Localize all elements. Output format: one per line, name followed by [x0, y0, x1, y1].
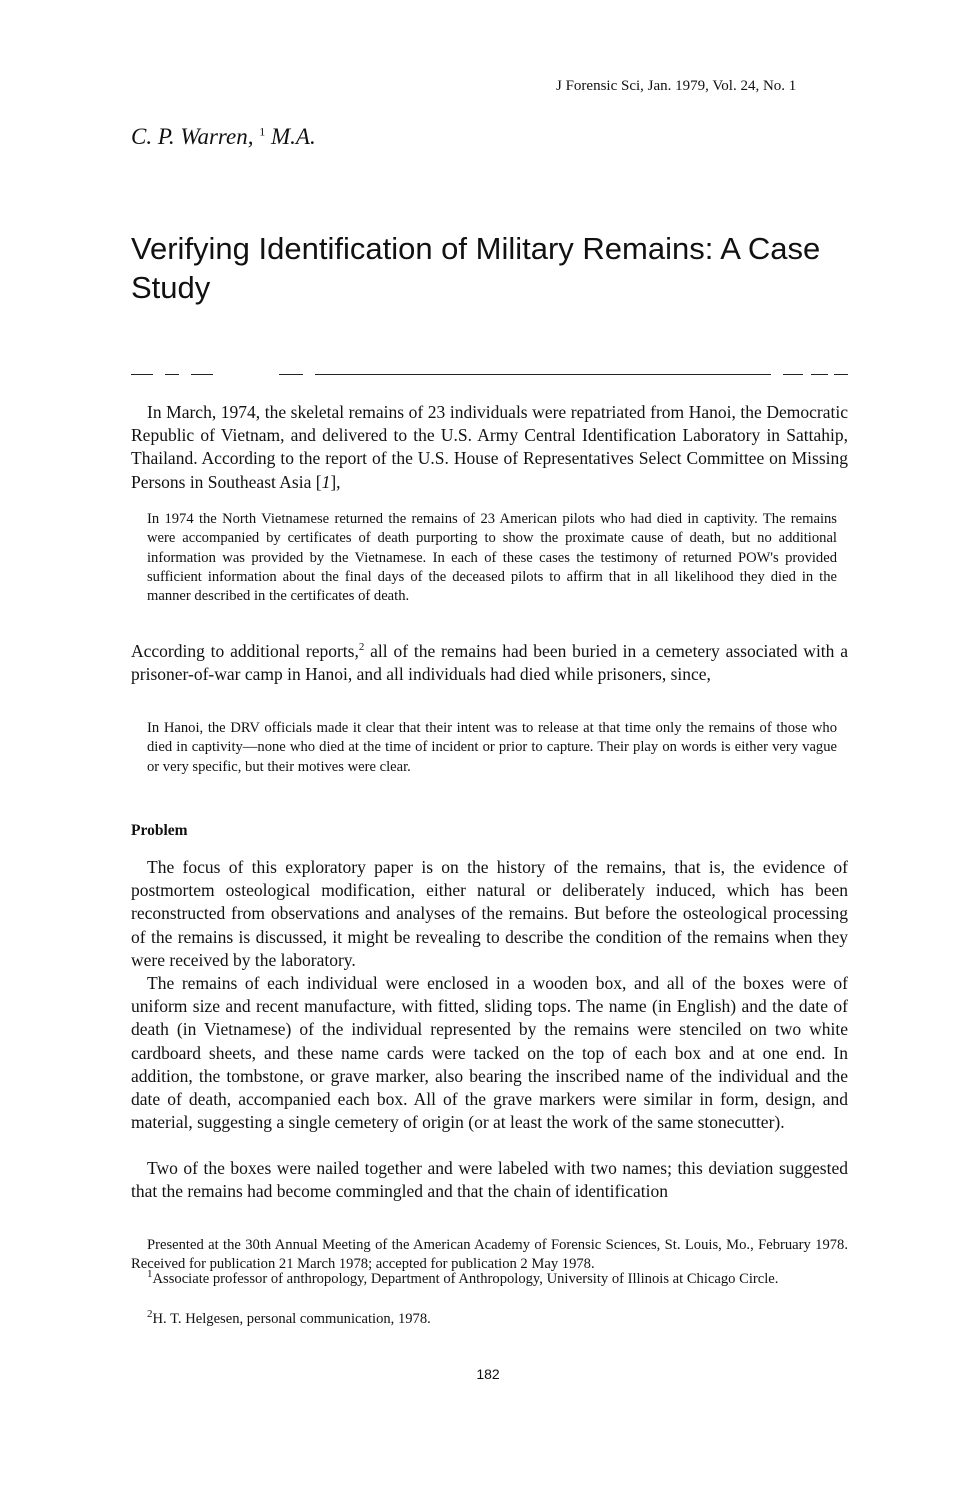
author-degree: M.A. — [270, 124, 316, 149]
footnote-2-mark: 2 — [147, 1308, 153, 1321]
footnote-2 — [131, 1310, 848, 1329]
section-heading: Problem — [131, 822, 188, 839]
paragraph-2 — [131, 640, 848, 686]
citation-ref: 1 — [321, 471, 331, 492]
footnote-1 — [131, 1270, 848, 1289]
intro-text-end: ], — [330, 471, 341, 492]
journal-reference: J Forensic Sci, Jan. 1979, Vol. 24, No. 1 — [556, 78, 797, 94]
paper-title: Verifying Identification of Military Remains: A Case Study — [131, 231, 821, 305]
block-quote-1: In 1974 the North Vietnamese returned the remains of 23 American pilots who had died in captivity. The remains were accompanied by certificates of death purporting to show the proximate cause of death, but no additional information was provided by the Vietnamese. In each of these cases the testimony of returned POW's provided sufficient information about the final days of the deceased pilots to affirm that in all likelihood they died in the manner described in the certificates of death. — [147, 511, 837, 605]
author-name: C. P. Warren, — [131, 124, 254, 149]
footnote-presented: Presented at the 30th Annual Meeting of the American Academy of Forensic Sciences, St. Louis, Mo., February 1978. Received for publication 21 March 1978; accepted for publication 2 May 1978. — [131, 1237, 848, 1272]
author-footnote-mark: 1 — [259, 124, 266, 139]
intro-text: In March, 1974, the skeletal remains of 23 individuals were repatriated from Hanoi, the Democratic Republic of Vietnam, and delivered to the U.S. Army Central Identification Laboratory in Sattahip, Thailand. According to the report of the U.S. House of Representatives Select Committee on Missing Persons in Southeast Asia [ — [131, 402, 848, 492]
footnote-1-mark: 1 — [147, 1268, 153, 1281]
footnote-2-text: H. T. Helgesen, personal communication, 1978. — [152, 1311, 431, 1327]
block-quote-2: In Hanoi, the DRV officials made it clear that their intent was to release at that time only the remains of those who died in captivity—none who died at the time of incident or prior to capture. Their play on words is either very vague or very specific, but their motives were clear. — [147, 720, 837, 775]
author-line — [131, 124, 316, 150]
footnote-mark-2: 2 — [358, 641, 365, 654]
paragraph-2-text: According to additional reports, — [131, 641, 359, 661]
problem-paragraph-3: Two of the boxes were nailed together and were labeled with two names; this deviation suggested that the remains had become commingled and that the chain of identification — [131, 1158, 848, 1202]
title-rule — [131, 373, 848, 376]
problem-paragraph-2: The remains of each individual were enclosed in a wooden box, and all of the boxes were of uniform size and recent manufacture, with fitted, sliding tops. The name (in English) and the date of death (in Vietnamese) of the individual represented by the remains were stenciled on two white cardboard sheets, and these name cards were tacked on the top of each box and at one end. In addition, the tombstone, or grave marker, also bearing the inscribed name of the individual and the date of death, accompanied each box. All of the grave markers were similar in form, design, and material, suggesting a single cemetery of origin (or at least the work of the same stonecutter). — [131, 973, 848, 1133]
intro-paragraph — [131, 401, 848, 494]
footnote-1-text: Associate professor of anthropology, Department of Anthropology, University of Illinois at Chicago Circle. — [152, 1271, 779, 1287]
page-number: 182 — [476, 1366, 500, 1382]
paragraph-2-text-end: all of the remains had been buried in a cemetery associated with a prisoner-of-war camp in Hanoi, and all individuals had died while prisoners, since, — [131, 641, 848, 685]
problem-paragraph-1: The focus of this exploratory paper is on the history of the remains, that is, the evidence of postmortem osteological modification, either natural or deliberately induced, which has been reconstructed from observations and analyses of the remains. But before the osteological processing of the remains is discussed, it might be revealing to describe the condition of the remains when they were received by the laboratory. — [131, 857, 848, 970]
